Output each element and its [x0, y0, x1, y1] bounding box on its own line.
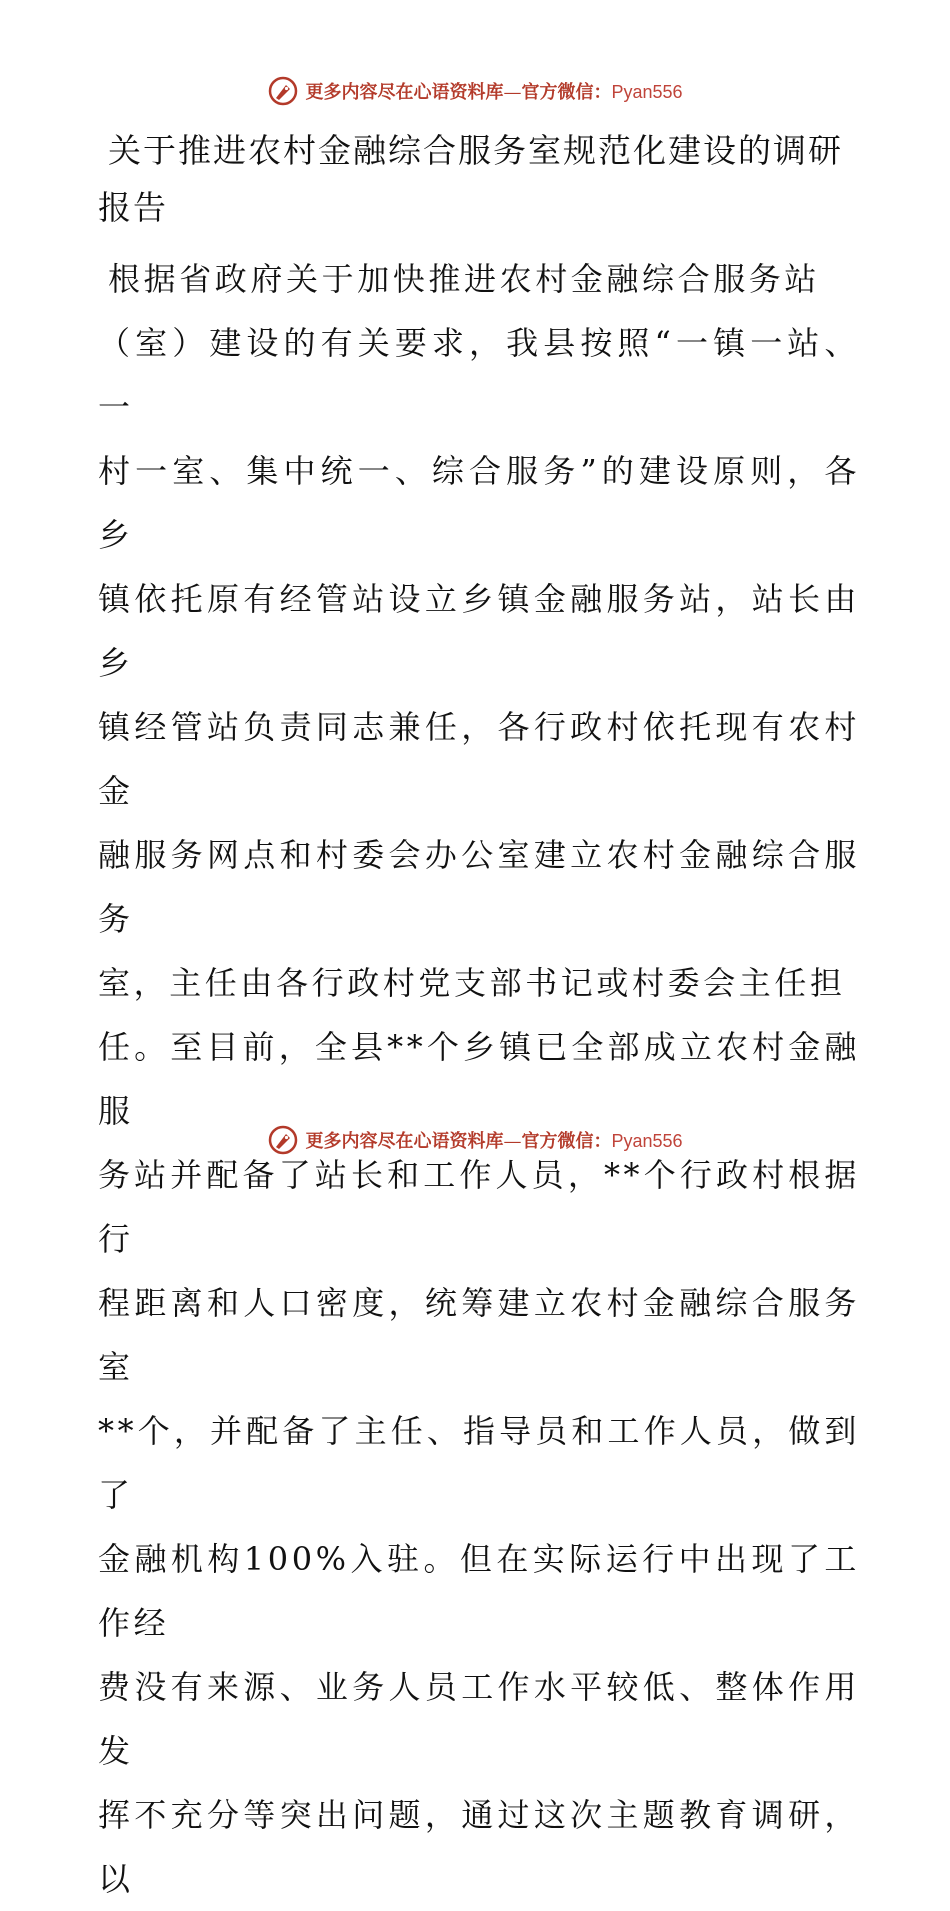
banner-account: Pyan556 — [611, 82, 683, 102]
banner-wechat-label: 官方微信： — [521, 82, 612, 103]
banner-dash: — — [503, 1131, 522, 1152]
banner-site-name: 更多内容尽在心语资料库 — [305, 82, 504, 103]
body-line: 任。至目前，全县**个乡镇已全部成立农村金融服 — [98, 1028, 860, 1130]
document-body — [98, 247, 860, 1911]
body-line: 镇依托原有经管站设立乡镇金融服务站，站长由乡 — [98, 580, 860, 682]
body-line: （室）建设的有关要求，我县按照“一镇一站、一 — [98, 324, 860, 426]
pen-nib-logo-icon — [267, 1124, 299, 1156]
pen-nib-logo-icon — [267, 75, 299, 107]
footer-banner — [0, 1120, 950, 1160]
body-line: **个，并配备了主任、指导员和工作人员，做到了 — [98, 1412, 860, 1514]
body-line: 务站并配备了站长和工作人员，**个行政村根据行 — [98, 1156, 860, 1258]
body-line: 镇经管站负责同志兼任，各行政村依托现有农村金 — [98, 708, 860, 810]
body-line: 根据省政府关于加快推进农村金融综合服务站 — [108, 260, 821, 298]
banner-text — [305, 1127, 682, 1153]
header-banner — [0, 71, 950, 111]
body-line: 程距离和人口密度，统筹建立农村金融综合服务室 — [98, 1284, 860, 1386]
title-line-1: 关于推进农村金融综合服务室规范化建设的调研 — [108, 131, 843, 170]
body-line: 挥不充分等突出问题，通过这次主题教育调研，以 — [98, 1796, 860, 1898]
body-line: 村一室、集中统一、综合服务”的建设原则，各乡 — [98, 452, 860, 554]
body-line: 融服务网点和村委会办公室建立农村金融综合服务 — [98, 836, 860, 938]
document-title — [98, 122, 858, 236]
body-line: 费没有来源、业务人员工作水平较低、整体作用发 — [98, 1668, 860, 1770]
banner-wechat-label: 官方微信： — [521, 1131, 612, 1152]
banner-dash: — — [503, 82, 522, 103]
body-line: 室，主任由各行政村党支部书记或村委会主任担 — [98, 964, 846, 1002]
banner-account: Pyan556 — [611, 1131, 683, 1151]
banner-site-name: 更多内容尽在心语资料库 — [305, 1131, 504, 1152]
body-line: 金融机构100%入驻。但在实际运行中出现了工作经 — [98, 1540, 860, 1642]
title-line-2: 报告 — [98, 188, 168, 227]
banner-text — [305, 78, 682, 104]
